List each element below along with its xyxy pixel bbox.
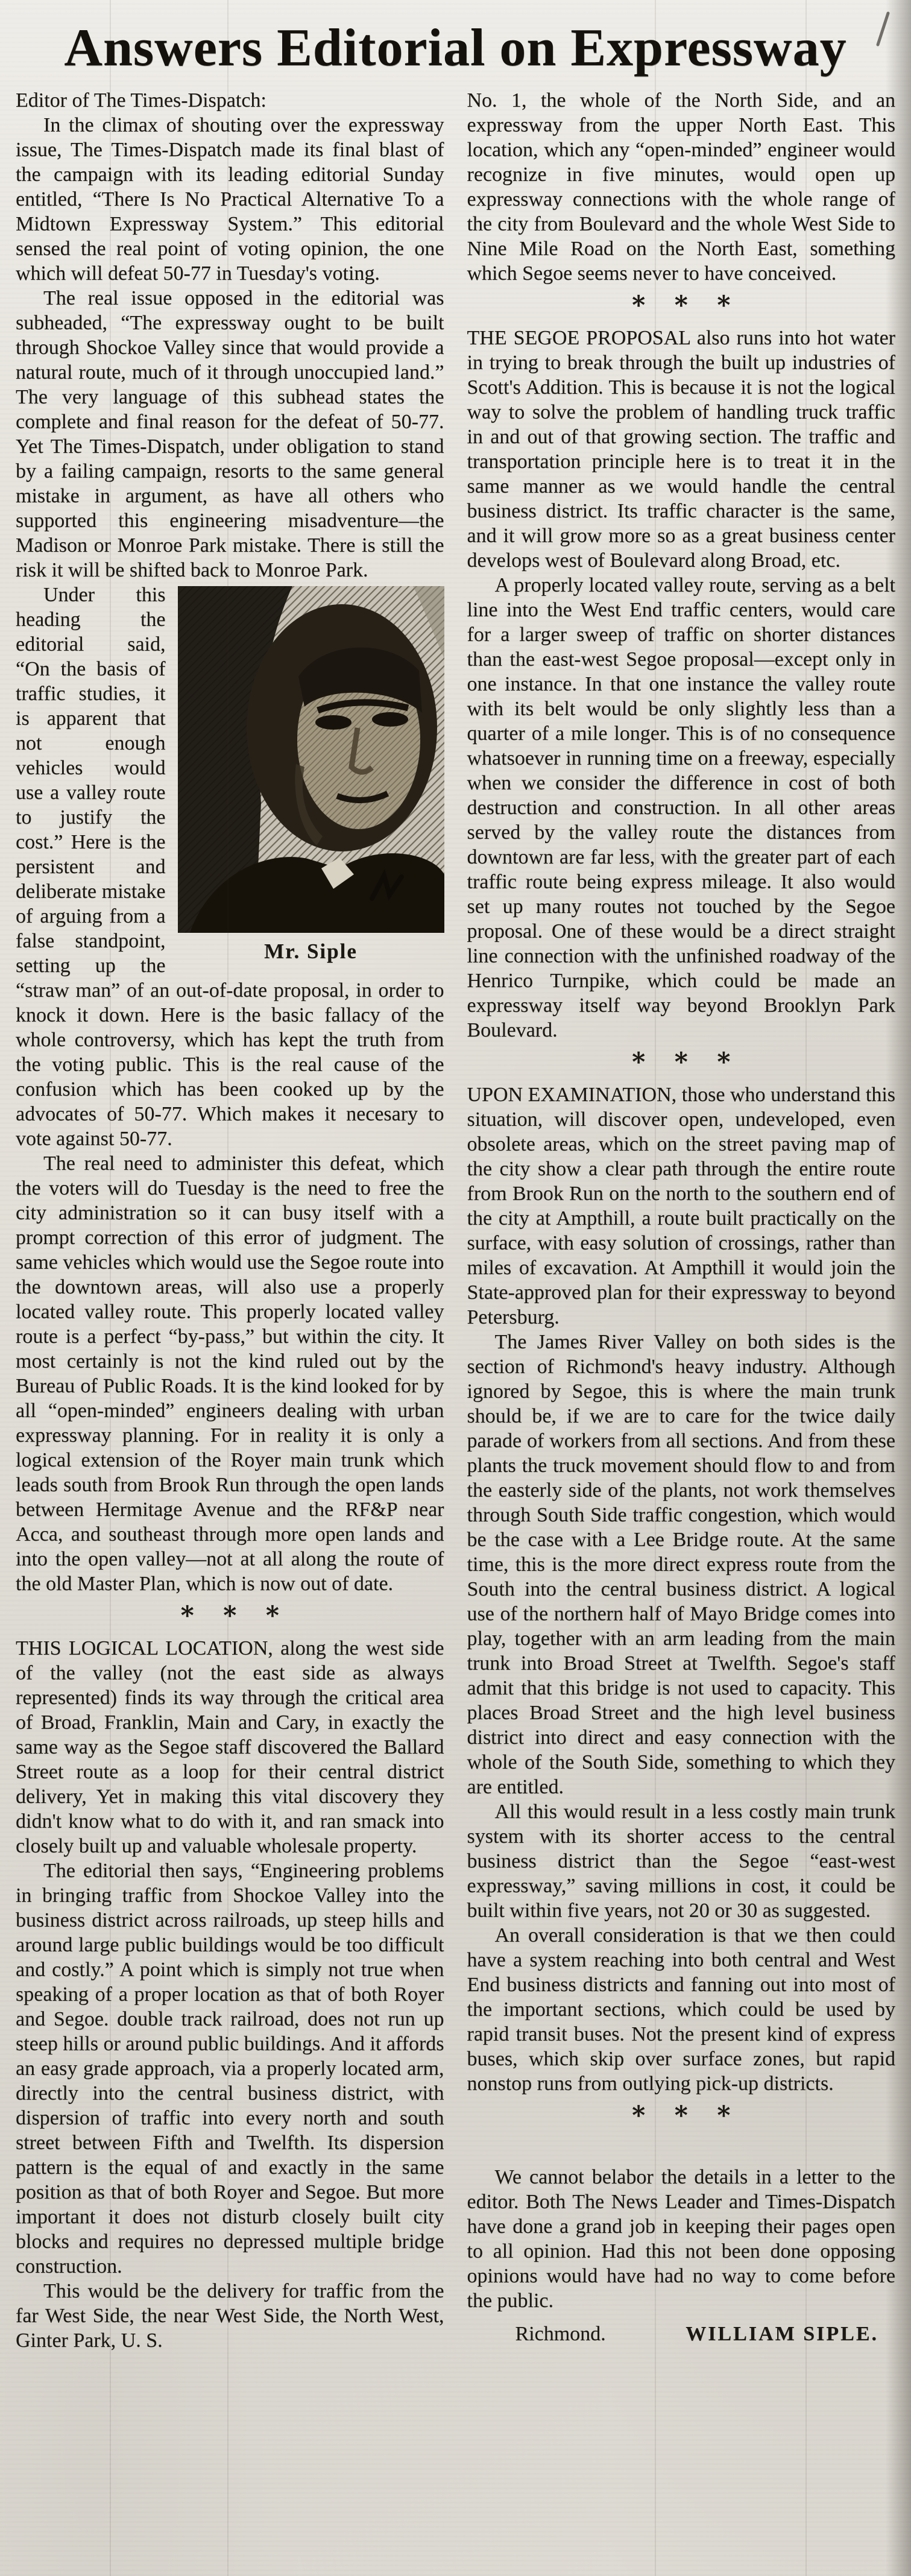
article-title: Answers Editorial on Expressway: [64, 19, 847, 77]
article-paragraph: An overall consideration is that we then could have a system reaching into both central and West End business districts and fanning out into most of the important sections, which could be used by rapid transit buses. Not the present kind of express buses, which skip over surface zones, but rapid nonstop runs from outlying pick-up districts.: [467, 1924, 895, 2095]
article-paragraph: THIS LOGICAL LOCATION, along the west side of the valley (not the east side as always represented) finds its way through the critical area of Broad, Franklin, Main and Cary, in exactly the same way as the Segoe staff discovered the Ballard Street route as a loop for their central district delivery, Yet in making this vital discovery they didn't know what to do with it, and ran smack into closely built up and valuable wholesale property.: [16, 1637, 444, 1857]
stars-separator: * * *: [632, 1047, 731, 1076]
article-paragraph: Editor of The Times-Dispatch:: [16, 89, 266, 112]
article-paragraph: The James River Valley on both sides is the section of Richmond's heavy industry. Although ignored by Segoe, this is where the main trunk should be, if we are to care for the twice daily parade of workers from all sections. And from these plants the truck movement should flow to and from the easterly side of the plants, not work themselves through South Side traffic congestion, which would be the case with a Lee Bridge route. At the same time, this is the more direct express route from the South into the central business district. A logical use of the northern half of Mayo Bridge comes into play, together with an arm leading from the main trunk into Broad Street at Twelfth. Segoe's staff admit that this bridge is not used to capacity. This places Broad Street and the high level business district into direct and easy connection with the whole of the South Side, something to which they are entitled.: [467, 1331, 895, 1798]
stars-separator: * * *: [632, 2100, 731, 2130]
scan-artifact-line: [227, 0, 229, 2576]
article-paragraph: The real need to administer this defeat, which the voters will do Tuesday is the need to free the city administration so it can busy itself with a prompt correction of this error of judgment. The same vehicles which would use the Segoe route into the downtown areas, will also use a properly located valley route. This properly located valley route is a perfect “by-pass,” but within the city. It most certainly is not the kind ruled out by the Bureau of Public Roads. It is the kind looked for by all “open-minded” engineers dealing with urban expressway planning. For in reality it is only a logical extension of the Royer main trunk which leads south from Brook Run through the open lands between Hermitage Avenue and the RF&P near Acca, and southeast through more open lands and into the open valley—not at all along the route of the old Master Plan, which is now out of date.: [16, 1152, 444, 1595]
photo-caption: Mr. Siple: [264, 939, 358, 963]
article-paragraph: UPON EXAMINATION, those who understand this situation, will discover open, undeveloped, even obsolete areas, which on the street paving map of the city show a clear path through the entire route from Brook Run on the north to the southern end of the city at Ampthill, a route built practically on the surface, with easy solution of crossings, rather than miles of excavation. At Ampthill it would join the State-approved plan for their expressway to beyond Petersburg.: [467, 1084, 895, 1328]
article-paragraph: This would be the delivery for traffic from the far West Side, the near West Side, the North West, Ginter Park, U. S.: [16, 2280, 444, 2352]
article-paragraph: We cannot belabor the details in a letter to the editor. Both The News Leader and Times-Dispatch have done a grand job in keeping their pages open to all opinion. Had this not been done opposing opinions would have had no way to come before the public.: [467, 2166, 895, 2312]
article-paragraph: Under this heading the editorial said, “On the basis of traffic studies, it is apparent that not enough vehicles would use a valley route to justify the cost.” Here is the persistent and deliberate mistake of arguing from a false standpoint, setting up the “straw man” of an out-of-date proposal, in order to knock it down. Here is the basic fallacy of the whole controversy, which has kept the truth from the voting public. This is the real cause of the confusion which has been cooked up by the advocates of 50-77. Which makes it necesary to vote against 50-77.: [16, 584, 444, 1150]
article-paragraph: The real issue opposed in the editorial was subheaded, “The expressway ought to be built through Shockoe Valley since that would provide a natural route, much of it through unoccupied land.” The very language of this subhead states the complete and final reason for the defeat of 50-77. Yet The Times-Dispatch, under obligation to stand by a failing campaign, resorts to the same general mistake in argument, as have all others who supported this engineering misadventure—the Madison or Monroe Park mistake. There is still the risk it will be shifted back to Monroe Park.: [16, 287, 444, 581]
scan-artifact-line: [110, 0, 111, 2576]
scan-artifact-line: [655, 0, 656, 2576]
article-paragraph: All this would result in a less costly main trunk system with its shorter access to the central business district than the Segoe “east-west expressway,” saving millions in cost, it could be built within five years, not 20 or 30 as suggested.: [467, 1801, 895, 1922]
left-column: [16, 88, 444, 2353]
article-paragraph: The editorial then says, “Engineering problems in bringing traffic from Shockoe Valley into the business district across railroads, up steep hills and around large public buildings would be too difficult and costly.” A point which is simply not true when speaking of a proper location as that of both Royer and Segoe. double track railroad, does not run up steep hills or around public buildings. And it affords an easy grade approach, via a properly located arm, directly into the central business district, with dispersion of traffic into every north and south street between Fifth and Twelfth. Its dispersion pattern is the equal of and exactly in the same position as that of both Royer and Segoe. But more important it does not disturb closely built city blocks and requires no depressed multiple bridge construction.: [16, 1860, 444, 2278]
portrait-photo: [178, 586, 444, 933]
portrait-photo-art: [178, 586, 444, 933]
article-body: [0, 82, 911, 2353]
article-paragraph: THE SEGOE PROPOSAL also runs into hot water in trying to break through the built up industries of Scott's Addition. This is because it is not the logical way to solve the problem of handling truck traffic in and out of that growing section. The traffic and transportation principle here is to treat it in the same manner as we would handle the central business district. Its traffic character is the same, and it will grow more so as a great business center develops west of Boulevard along Broad, etc.: [467, 327, 895, 572]
stars-separator: * * *: [180, 1600, 279, 1630]
portrait-figure: [178, 586, 444, 964]
article-paragraph: No. 1, the whole of the North Side, and an expressway from the upper North East. This location, which any “open-minded” engineer would recognize in five minutes, would open up expressway connections with the whole range of the city from Boulevard and the whole West Side to Nine Mile Road on the North East, something which Segoe seems never to have conceived.: [467, 89, 895, 285]
right-column: [467, 88, 896, 2353]
signature-name: WILLIAM SIPLE.: [686, 2323, 878, 2345]
signature-line: [467, 2313, 896, 2346]
signature-place: Richmond.: [515, 2323, 606, 2345]
article-paragraph: In the climax of shouting over the expressway issue, The Times-Dispatch made its final blast of the campaign with its leading editorial Sunday entitled, “There Is No Practical Alternative To a Midtown Expressway System.” This editorial sensed the real point of voting opinion, the one which will defeat 50-77 in Tuesday's voting.: [16, 114, 444, 285]
scan-artifact-line: [805, 0, 807, 2576]
article-paragraph: A properly located valley route, serving as a belt line into the West End traffic centers, would care for a larger sweep of traffic on shorter distances than the east-west Segoe proposal—except only in one instance. In that one instance the valley route with its belt would be only slightly less than a quarter of a mile longer. This is of no consequence whatsoever in running time on a freeway, especially when we consider the difference in cost of both destruction and construction. In all other areas served by the valley route the distances from downtown are far less, with the greater part of each traffic route being express mileage. It also would set up many routes not touched by the Segoe proposal. One of these would be a direct straight line connection with the unfinished roadway of the Henrico Turnpike, which could be made an expressway itself way beyond Brooklyn Park Boulevard.: [467, 574, 895, 1041]
stars-separator: * * *: [632, 290, 731, 320]
